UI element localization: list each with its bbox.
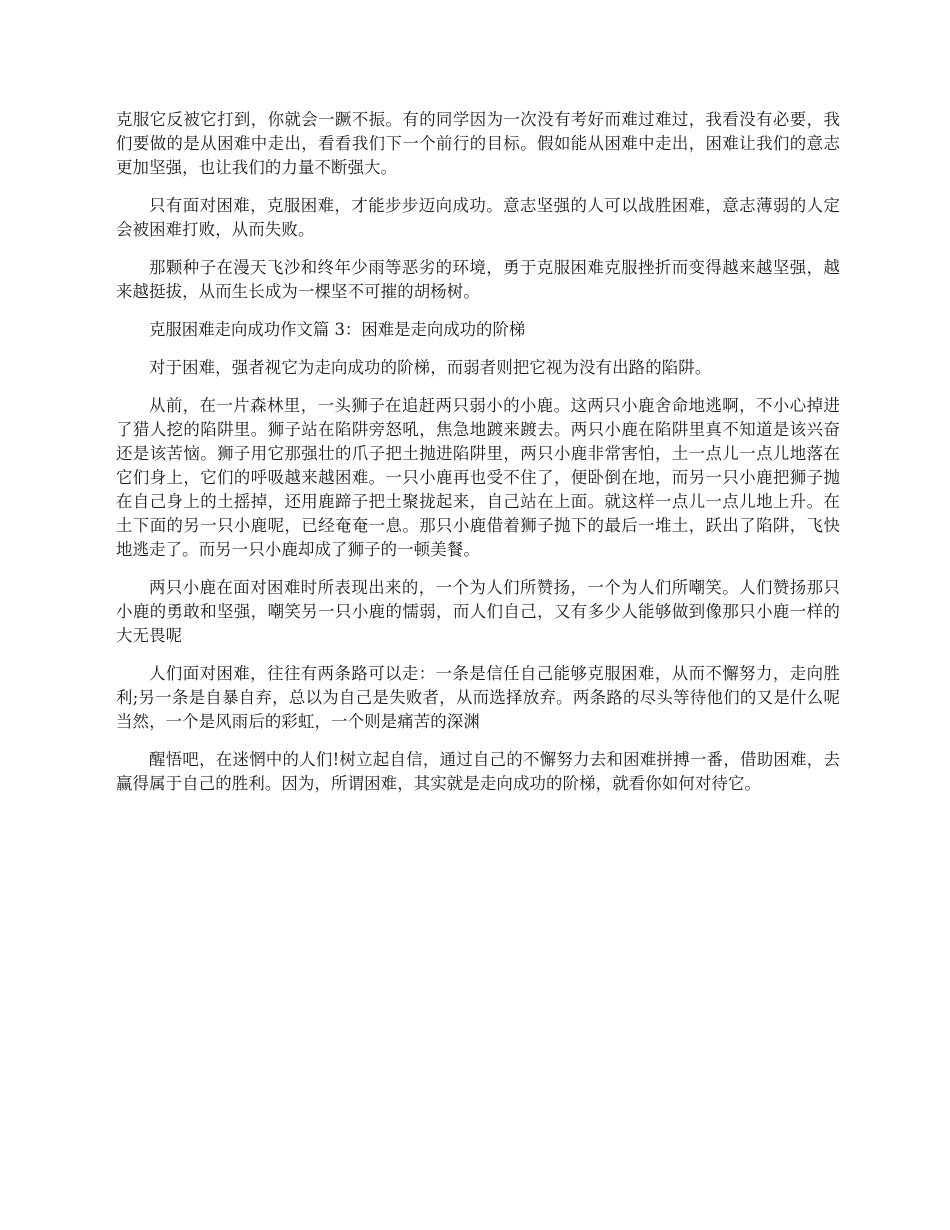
document-page — [116, 108, 840, 810]
paragraph-1: 克服它反被它打到，你就会一蹶不振。有的同学因为一次没有考好而难过难过，我看没有必要，我们要做的是从困难中走出，看看我们下一个前行的目标。假如能从困难中走出，困难让我们的意志更加坚强，也让我们的力量不断强大。 — [116, 110, 840, 177]
paragraph-8: 醒悟吧，在迷惘中的人们!树立起自信，通过自己的不懈努力去和困难拼搏一番，借助困难，去赢得属于自己的胜利。因为，所谓困难，其实就是走向成功的阶梯，就看你如何对待它。 — [116, 750, 840, 793]
paragraph-3: 那颗种子在漫天飞沙和终年少雨等恶劣的环境，勇于克服困难克服挫折而变得越来越坚强，越来越挺拔，从而生长成为一棵坚不可摧的胡杨树。 — [116, 258, 840, 301]
paragraph-7: 人们面对困难，往往有两条路可以走：一条是信任自己能够克服困难，从而不懈努力，走向胜利;另一条是自暴自弃，总以为自己是失败者，从而选择放弃。两条路的尽头等待他们的又是什么呢当然，一个是风雨后的彩虹，一个则是痛苦的深渊 — [116, 664, 840, 731]
section-heading: 克服困难走向成功作文篇 3：困难是走向成功的阶梯 — [149, 320, 526, 339]
paragraph-5: 从前，在一片森林里，一头狮子在追赶两只弱小的小鹿。这两只小鹿舍命地逃啊，不小心掉进了猎人挖的陷阱里。狮子站在陷阱旁怒吼，焦急地踱来踱去。两只小鹿在陷阱里真不知道是该兴奋还是该苦恼。狮子用它那强壮的爪子把土抛进陷阱里，两只小鹿非常害怕，土一点儿一点儿地落在它们身上，它们的呼吸越来越困难。一只小鹿再也受不住了，便卧倒在地，而另一只小鹿把狮子抛在自己身上的土摇掉，还用鹿蹄子把土聚拢起来，自己站在上面。就这样一点儿一点儿地上升。在土下面的另一只小鹿呢，已经奄奄一息。那只小鹿借着狮子抛下的最后一堆土，跃出了陷阱，飞快地逃走了。而另一只小鹿却成了狮子的一顿美餐。 — [116, 396, 840, 559]
paragraph-6: 两只小鹿在面对困难时所表现出来的，一个为人们所赞扬，一个为人们所嘲笑。人们赞扬那只小鹿的勇敢和坚强，嘲笑另一只小鹿的懦弱，而人们自己，又有多少人能够做到像那只小鹿一样的大无畏呢 — [116, 578, 840, 645]
paragraph-4: 对于困难，强者视它为走向成功的阶梯，而弱者则把它视为没有出路的陷阱。 — [149, 358, 712, 377]
paragraph-2: 只有面对困难，克服困难，才能步步迈向成功。意志坚强的人可以战胜困难，意志薄弱的人定会被困难打败，从而失败。 — [116, 196, 840, 239]
